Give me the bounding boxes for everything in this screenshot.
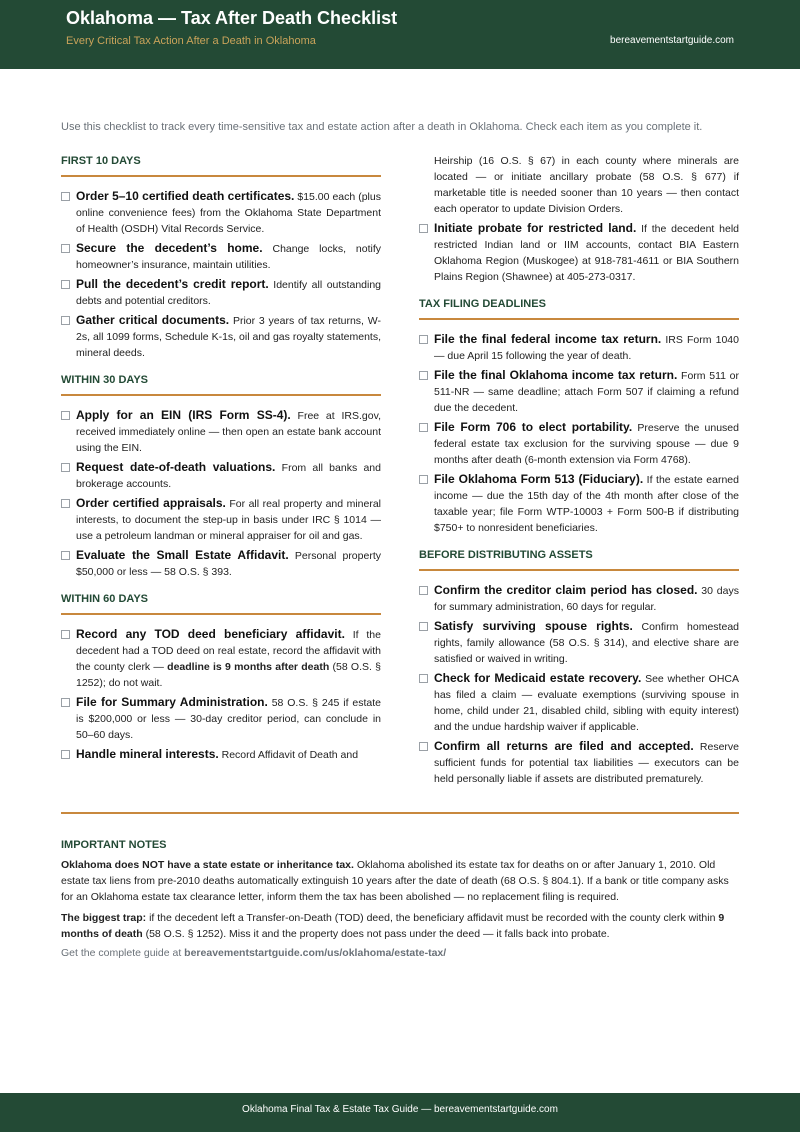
note-text: if the decedent left a Transfer-on-Death (TOD) deed, the beneficiary affidavit must be recorded with the county clerk within [146, 912, 719, 924]
checklist-item [419, 220, 739, 285]
section-divider [61, 812, 739, 814]
item-text: $15.00 each (plus online convenience fees) from the Oklahoma State Department of Health (OSDH) Vital Records Service. [76, 191, 381, 235]
item-text: For all real property and mineral interests, to document the step-up in basis under IRC § 1014 — use a petroleum landman or mineral appraiser for oil and gas. [76, 498, 382, 542]
section-title: FIRST 10 DAYS [61, 155, 381, 177]
section-title: WITHIN 60 DAYS [61, 593, 381, 615]
important-notes [61, 839, 739, 959]
item-lead: Satisfy surviving spouse rights. [434, 619, 633, 633]
item-text: Confirm homestead rights, family allowance (58 O.S. § 314), and elective share are satisfied or waived in writing. [434, 621, 739, 665]
item-text: If the estate earned income — due the 15th day of the 4th month after close of the taxable year; file Form WTP-10003 + Form 500-B if distributing $750+ to nonresident beneficiaries. [434, 474, 739, 534]
item-text: If the decedent had a TOD deed on real estate, record the affidavit with the county clerk — [76, 629, 381, 673]
section-first-10-days [61, 155, 381, 361]
page-footer: Oklahoma Final Tax & Estate Tax Guide — bereavementstartguide.com [0, 1093, 800, 1132]
item-text: Record Affidavit of Death and [218, 749, 359, 761]
item-lead: Evaluate the Small Estate Affidavit. [76, 548, 289, 562]
item-text: From all banks and brokerage accounts. [76, 462, 381, 490]
section-title: TAX FILING DEADLINES [419, 298, 739, 320]
checkbox[interactable] [61, 411, 70, 420]
checkbox[interactable] [61, 551, 70, 560]
page-header [0, 0, 800, 69]
page-title: Oklahoma — Tax After Death Checklist [66, 8, 398, 28]
item-lead: Confirm the creditor claim period has closed. [434, 583, 698, 597]
checkbox[interactable] [61, 750, 70, 759]
checkbox[interactable] [419, 335, 428, 344]
checklist-item [61, 188, 381, 237]
item-text: 58 O.S. § 245 if estate is $200,000 or less — 30-day creditor period, can conclude in 50–60 days. [76, 697, 381, 741]
item-text: Free at IRS.gov, received immediately online — then open an estate bank account using the EIN. [76, 410, 381, 454]
item-text: Change locks, notify homeowner’s insurance, maintain utilities. [76, 243, 382, 271]
item-text: Form 511 or 511-NR — same deadline; attach Form 507 if claiming a refund due the decedent. [434, 370, 739, 414]
item-lead: Initiate probate for restricted land. [434, 221, 637, 235]
section-title: WITHIN 30 DAYS [61, 374, 381, 396]
checkbox[interactable] [61, 463, 70, 472]
notes-title: IMPORTANT NOTES [61, 839, 167, 851]
note-paragraph [61, 910, 739, 942]
item-continuation: Heirship (16 O.S. § 67) in each county where minerals are located — or initiate ancillary probate (58 O.S. § 677) if marketable title is needed sooner than 10 years — then contact each operator to update Division Orders. [434, 155, 739, 215]
checklist-item [61, 459, 381, 492]
checklist-item [61, 746, 381, 763]
item-lead: Handle mineral interests. [76, 747, 219, 761]
checkbox[interactable] [61, 698, 70, 707]
guide-link[interactable]: bereavementstartguide.com/us/oklahoma/estate-tax/ [184, 947, 447, 959]
checkbox[interactable] [61, 192, 70, 201]
checklist-item [61, 547, 381, 580]
checklist-item [61, 407, 381, 456]
checklist-item [419, 670, 739, 735]
item-lead: Check for Medicaid estate recovery. [434, 671, 642, 685]
item-lead: Gather critical documents. [76, 313, 230, 327]
intro-text: Use this checklist to track every time-sensitive tax and estate action after a death in Oklahoma. Check each item as you complete it. [61, 121, 703, 133]
checklist-item [419, 582, 739, 615]
checklist-item [419, 419, 739, 468]
note-strong: 9 months of death [61, 912, 725, 940]
checkbox[interactable] [61, 244, 70, 253]
checkbox[interactable] [61, 280, 70, 289]
item-lead: Apply for an EIN (IRS Form SS-4). [76, 408, 291, 422]
item-text: Identify all outstanding debts and potential creditors. [76, 279, 382, 307]
item-lead: Order certified appraisals. [76, 496, 226, 510]
item-lead: Request date-of-death valuations. [76, 460, 276, 474]
item-lead: File the final federal income tax return. [434, 332, 662, 346]
item-lead: File the final Oklahoma income tax return. [434, 368, 678, 382]
checkbox[interactable] [61, 316, 70, 325]
checklist-item [419, 618, 739, 667]
note-text: Oklahoma abolished its estate tax for deaths on or after January 1, 2010. Old estate tax liens from pre-2010 deaths automatically extinguish 10 years after the date of death (68 O.S. § 804.1). If a bank or title company asks for an Oklahoma estate tax clearance letter, inform them the tax has been abolished — no replacement filing is required. [61, 859, 729, 903]
checklist-item [419, 367, 739, 416]
section-within-30-days [61, 374, 381, 580]
item-text: IRS Form 1040 — due April 15 following the year of death. [434, 334, 739, 362]
note-strong: Oklahoma does NOT have a state estate or inheritance tax. [61, 859, 354, 871]
checklist-item [61, 312, 381, 361]
item-text: If the decedent held restricted Indian land or IIM accounts, contact BIA Eastern Oklahoma Region (Muskogee) at 918-781-4611 or BIA Southern Plains Region (Shawnee) at 405-273-0317. [434, 223, 740, 283]
left-column [61, 155, 381, 776]
note-strong: The biggest trap: [61, 912, 147, 924]
item-text: Reserve sufficient funds for potential tax liabilities — executors can be held personally liable if assets are distributed prematurely. [434, 741, 739, 785]
checkbox[interactable] [61, 630, 70, 639]
item-lead: File Form 706 to elect portability. [434, 420, 633, 434]
checklist-item [61, 626, 381, 691]
checkbox[interactable] [419, 475, 428, 484]
checklist-item [419, 331, 739, 364]
item-lead: Order 5–10 certified death certificates. [76, 189, 295, 203]
right-column [419, 155, 739, 800]
item-text: 30 days for summary administration, 60 days for regular. [434, 585, 739, 613]
checklist-item [419, 471, 739, 536]
checkbox[interactable] [419, 423, 428, 432]
checklist-item [61, 276, 381, 309]
checkbox[interactable] [419, 586, 428, 595]
checkbox[interactable] [419, 674, 428, 683]
item-text: Preserve the unused federal estate tax exclusion for the surviving spouse — due 9 months after death (6-month extension via Form 4768). [434, 422, 739, 466]
section-before-distributing-assets [419, 549, 739, 787]
checkbox[interactable] [419, 224, 428, 233]
checkbox[interactable] [419, 742, 428, 751]
item-text-tail: (58 O.S. § 1252); do not wait. [76, 661, 381, 689]
item-text: Prior 3 years of tax returns, W-2s, all 1099 forms, Schedule K-1s, oil and gas royalty statements, mineral deeds. [76, 315, 381, 359]
item-lead: Confirm all returns are filed and accepted. [434, 739, 694, 753]
checklist-item [61, 694, 381, 743]
note-text: (58 O.S. § 1252). Miss it and the property does not pass under the deed — it falls back into probate. [142, 928, 610, 940]
section-tax-filing-deadlines [419, 298, 739, 536]
checklist-item [61, 495, 381, 544]
checkbox[interactable] [419, 371, 428, 380]
checklist-item [419, 738, 739, 787]
note-paragraph [61, 857, 739, 905]
item-lead: Pull the decedent’s credit report. [76, 277, 269, 291]
guide-prefix: Get the complete guide at [61, 947, 185, 959]
checkbox[interactable] [61, 499, 70, 508]
checklist-item [61, 240, 381, 273]
item-lead: Secure the decedent’s home. [76, 241, 263, 255]
checkbox[interactable] [419, 622, 428, 631]
section-title: BEFORE DISTRIBUTING ASSETS [419, 549, 739, 571]
item-lead: Record any TOD deed beneficiary affidavit. [76, 627, 345, 641]
item-deadline: deadline is 9 months after death [167, 661, 330, 673]
site-link[interactable]: bereavementstartguide.com [610, 35, 734, 46]
section-within-60-days [61, 593, 381, 763]
page-subtitle: Every Critical Tax Action After a Death in Oklahoma [66, 35, 316, 47]
item-lead: File Oklahoma Form 513 (Fiduciary). [434, 472, 644, 486]
guide-line [61, 947, 739, 959]
item-text: See whether OHCA has filed a claim — evaluate exemptions (surviving spouse in home, child under 21, disabled child, sibling with equity interest) and the undue hardship waiver if applicable. [434, 673, 739, 733]
item-lead: File for Summary Administration. [76, 695, 268, 709]
item-text: Personal property $50,000 or less — 58 O.S. § 393. [76, 550, 381, 578]
